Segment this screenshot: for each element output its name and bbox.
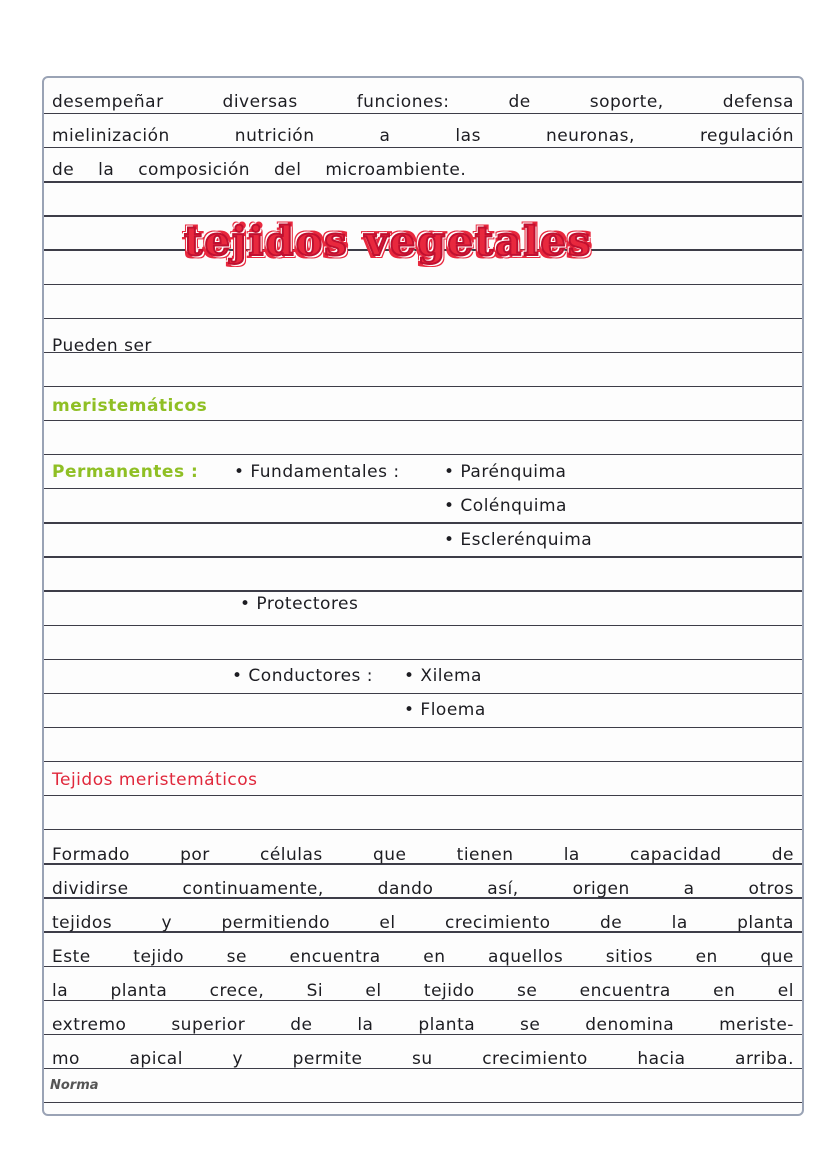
word: de [599,913,623,933]
word: se [520,1015,541,1035]
permanentes-label: Permanentes : [52,462,199,482]
word: que [372,845,407,865]
parenquima: • Parénquima [444,462,567,482]
word: origen [572,879,630,899]
word: continuamente, [182,879,324,899]
ruled-line [44,522,802,523]
word: mielinización [52,126,170,146]
word: la [357,1015,374,1035]
word: de [290,1015,313,1035]
pueden-ser: Pueden ser [52,336,152,356]
word: y [232,1049,244,1069]
word: denomina [585,1015,675,1035]
body-line [52,1015,794,1035]
ruled-line [44,795,802,796]
word: así, [487,879,519,899]
word: hacia [637,1049,686,1069]
body-line [52,947,794,967]
fundamentales-label: • Fundamentales : [234,462,400,482]
word: microambiente. [325,160,467,180]
ruled-line [44,761,802,762]
ruled-line [44,318,802,319]
word: neuronas, [545,126,635,146]
word: se [517,981,538,1001]
word: en [695,947,718,967]
ruled-line [44,727,802,728]
ruled-line [44,590,802,591]
ruled-line [44,113,802,114]
word: desempeñar [52,92,164,112]
xilema: • Xilema [404,666,482,686]
word: su [412,1049,433,1069]
word: permite [292,1049,363,1069]
word: otros [748,879,794,899]
word: crecimiento [444,913,551,933]
ruled-line [44,625,802,626]
intro-line-3 [52,160,466,180]
conductores-label: • Conductores : [232,666,374,686]
ruled-line [44,147,802,148]
word: crece, [209,981,265,1001]
word: de [508,92,531,112]
meristematicos-label: meristemáticos [52,396,208,416]
word: nutrición [234,126,315,146]
word: el [777,981,794,1001]
ruled-line [44,829,802,830]
word: defensa [722,92,794,112]
word: crecimiento [482,1049,588,1069]
word: el [365,981,382,1001]
word: composición [138,160,251,180]
body-line [52,981,794,1001]
word: la [52,981,69,1001]
word: de [52,160,75,180]
word: se [226,947,247,967]
ruled-line [44,352,802,353]
brand-logo: Norma [50,1078,99,1093]
body-line [52,845,794,865]
word: y [161,913,173,933]
word: la [563,845,580,865]
ruled-line [44,488,802,489]
intro-line-1 [52,92,794,112]
body-line [52,879,794,899]
word: tejido [133,947,185,967]
word: a [683,879,695,899]
word: diversas [222,92,298,112]
colenquima: • Colénquima [444,496,567,516]
word: a [379,126,391,146]
word: células [259,845,323,865]
ruled-line [44,454,802,455]
word: capacidad [630,845,722,865]
word: superior [171,1015,246,1035]
body-line [52,1049,794,1069]
word: regulación [699,126,794,146]
word: meriste- [719,1015,794,1035]
ruled-line [44,386,802,387]
word: funciones: [356,92,450,112]
word: tejidos [52,913,113,933]
word: aquellos [488,947,564,967]
word: encuentra [579,981,671,1001]
ruled-line [44,181,802,182]
protectores-label: • Protectores [240,594,359,614]
word: soporte, [589,92,664,112]
ruled-line [44,1102,802,1103]
esclerenquima: • Esclerénquima [444,530,593,550]
word: mo [52,1049,80,1069]
word: Si [306,981,324,1001]
word: planta [110,981,168,1001]
word: en [423,947,446,967]
word: del [273,160,302,180]
word: las [455,126,481,146]
page-title: tejidos vegetales [184,218,593,265]
word: tejido [423,981,475,1001]
notebook-page [42,76,804,1116]
ruled-line [44,659,802,660]
ruled-line [44,215,802,216]
word: en [713,981,736,1001]
floema: • Floema [404,700,486,720]
word: tienen [456,845,514,865]
word: sitios [605,947,653,967]
intro-line-2 [52,126,794,146]
ruled-line [44,284,802,285]
body-line [52,913,794,933]
word: Formado [52,845,130,865]
word: apical [129,1049,183,1069]
word: por [180,845,210,865]
word: planta [737,913,794,933]
word: dividirse [52,879,129,899]
word: encuentra [289,947,381,967]
ruled-line [44,556,802,557]
word: la [671,913,688,933]
word: planta [418,1015,476,1035]
word: permitiendo [221,913,331,933]
word: de [771,845,794,865]
word: Este [52,947,91,967]
word: dando [377,879,434,899]
word: arriba. [735,1049,794,1069]
word: la [98,160,115,180]
ruled-line [44,420,802,421]
word: el [379,913,396,933]
section-heading: Tejidos meristemáticos [52,770,258,790]
ruled-line [44,693,802,694]
word: extremo [52,1015,127,1035]
word: que [760,947,794,967]
